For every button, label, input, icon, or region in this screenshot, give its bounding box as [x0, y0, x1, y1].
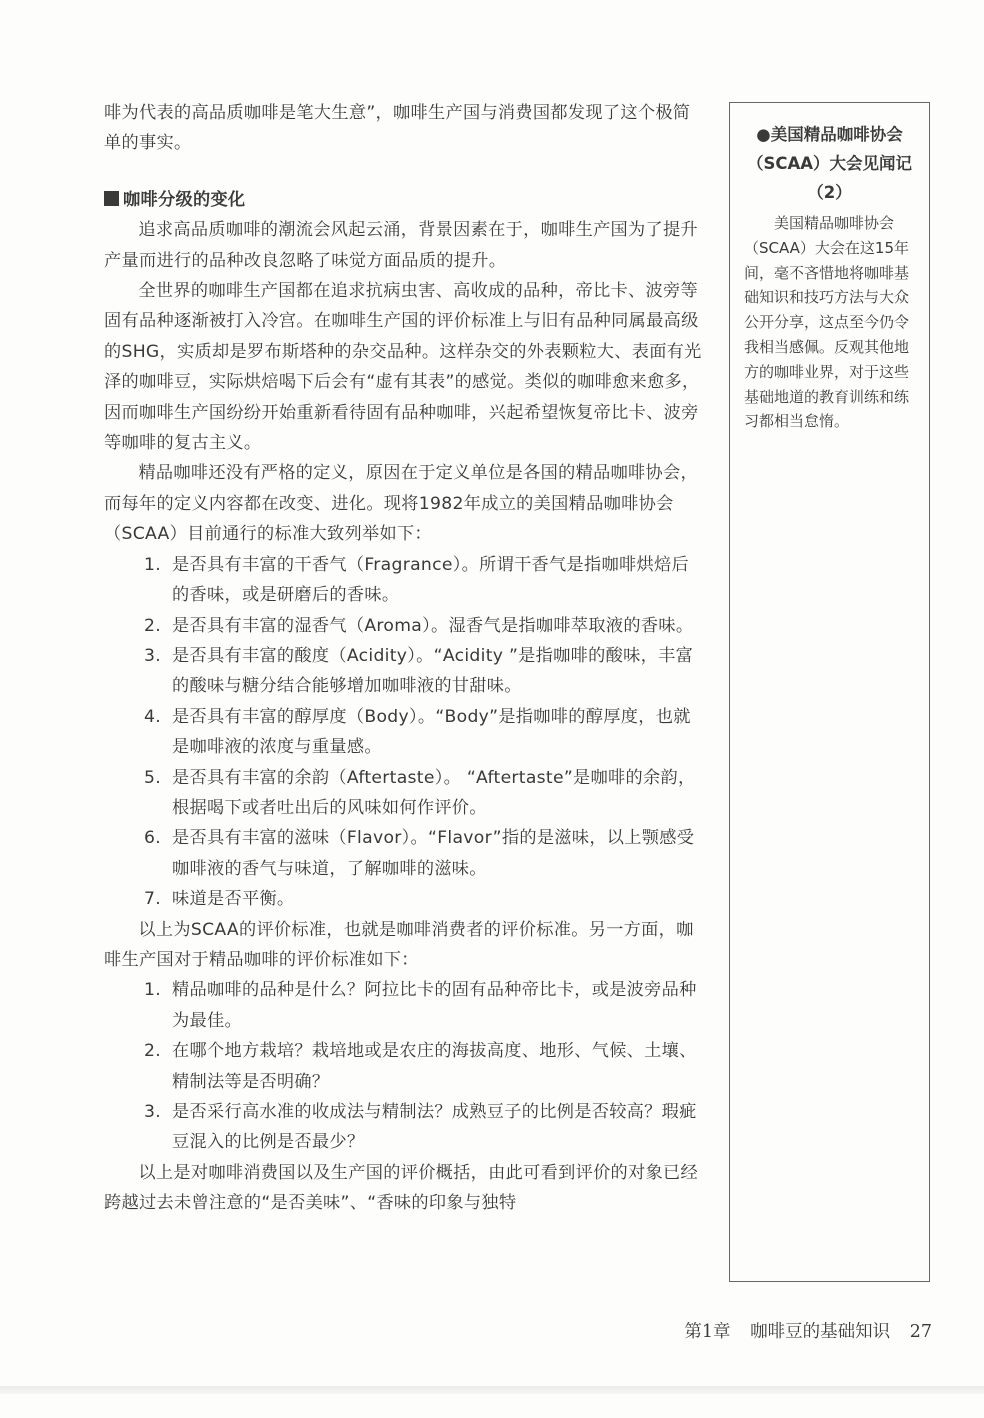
square-bullet-icon: [104, 191, 119, 206]
list-item: [104, 763, 704, 824]
sidebar-title-line: （2）: [807, 183, 852, 202]
list-item-text: 是否具有丰富的滋味（Flavor）。“Flavor”指的是滋味，以上颚感受咖啡液的香气与味道，了解咖啡的滋味。: [172, 828, 695, 879]
list-number: 3.: [144, 1102, 161, 1122]
list-number: 1.: [144, 554, 161, 575]
page-footer: [684, 1318, 932, 1343]
list-number: 2.: [144, 1041, 161, 1062]
paragraph: 以上为SCAA的评价标准，也就是咖啡消费者的评价标准。另一方面，咖啡生产国对于精品咖啡的评价标准如下：: [104, 919, 694, 970]
list-number: 1.: [144, 980, 161, 1001]
spacer: [104, 159, 704, 185]
sidebar-box: [729, 102, 930, 1282]
paragraph: 全世界的咖啡生产国都在追求抗病虫害、高收成的品种，帝比卡、波旁等固有品种逐渐被打入冷宫。在咖啡生产国的评价标准上与旧有品种同属最高级的SHG，实质却是罗布斯塔种的杂交品种。这样杂交的外表颗粒大、表面有光泽的咖啡豆，实际烘焙喝下后会有“虚有其表”的感觉。类似的咖啡愈来愈多，因而咖啡生产国纷纷开始重新看待固有品种咖啡，兴起希望恢复帝比卡、波旁等咖啡的复古主义。: [104, 281, 702, 454]
list-item: [104, 975, 704, 1036]
list-number: 4.: [144, 706, 161, 727]
list-item: [104, 1097, 704, 1158]
list-number: 7.: [144, 889, 161, 910]
chapter-title: 咖啡豆的基础知识: [750, 1322, 891, 1342]
list-item-text: 精品咖啡的品种是什么？阿拉比卡的固有品种帝比卡，或是波旁品种为最佳。: [172, 980, 697, 1031]
sidebar-body: 美国精品咖啡协会（SCAA）大会在这15年间，毫不吝惜地将咖啡基础知识和技巧方法与大众公开分享，这点至今仍令我相当感佩。反观其他地方的咖啡业界，对于这些基础地道的教育训练和练习都相当怠惰。: [744, 214, 910, 431]
section-heading: [104, 185, 704, 215]
list-number: 5.: [144, 767, 161, 788]
list-item-text: 是否采行高水准的收成法与精制法？成熟豆子的比例是否较高？瑕疵豆混入的比例是否最少？: [172, 1102, 697, 1153]
list-item-text: 是否具有丰富的醇厚度（Body）。“Body”是指咖啡的醇厚度，也就是咖啡液的浓度与重量感。: [172, 706, 691, 758]
list-item: [104, 550, 704, 611]
list-item-text: 是否具有丰富的酸度（Acidity）。“Acidity ”是指咖啡的酸味，丰富的酸味与糖分结合能够增加咖啡液的甘甜味。: [172, 645, 694, 697]
scan-edge: [0, 1386, 984, 1394]
sidebar-title-line: （SCAA）大会见闻记: [746, 154, 913, 173]
paragraph: 追求高品质咖啡的潮流会风起云涌，背景因素在于，咖啡生产国为了提升产量而进行的品种改良忽略了味觉方面品质的提升。: [104, 220, 698, 271]
list-item: [104, 823, 704, 884]
list-number: 6.: [144, 828, 161, 849]
list-item-text: 是否具有丰富的湿香气（Aroma）。湿香气是指咖啡萃取液的香味。: [172, 615, 694, 636]
page-number: 27: [909, 1322, 932, 1342]
sidebar-title-line: ●美国精品咖啡协会: [756, 125, 903, 144]
list-item: [104, 611, 704, 641]
list-item: [104, 884, 704, 914]
list-item: [104, 641, 704, 702]
list-number: 3.: [144, 645, 161, 666]
list-item-text: 是否具有丰富的干香气（Fragrance）。所谓干香气是指咖啡烘焙后的香味，或是研磨后的香味。: [172, 554, 689, 606]
list-item-text: 是否具有丰富的余韵（Aftertaste）。 “Aftertaste”是咖啡的余韵，根据喝下或者吐出后的风味如何作评价。: [172, 767, 696, 818]
producer-criteria-list: [104, 975, 704, 1157]
paragraph: 以上是对咖啡消费国以及生产国的评价概括，由此可看到评价的对象已经跨越过去未曾注意的“是否美味”、“香味的印象与独特: [104, 1162, 698, 1214]
scaa-criteria-list: [104, 550, 704, 915]
chapter-label: 第1章: [684, 1322, 731, 1342]
sidebar-title: [740, 120, 919, 207]
list-number: 2.: [144, 615, 161, 636]
main-text-column: [104, 98, 704, 1219]
list-item-text: 在哪个地方栽培？栽培地或是农庄的海拔高度、地形、气候、土壤、精制法等是否明确？: [172, 1041, 697, 1092]
list-item: [104, 702, 704, 763]
paragraph-intro: 啡为代表的高品质咖啡是笔大生意”，咖啡生产国与消费国都发现了这个极简单的事实。: [104, 103, 691, 154]
section-heading-text: 咖啡分级的变化: [123, 189, 246, 210]
list-item-text: 味道是否平衡。: [172, 889, 295, 910]
paragraph: 精品咖啡还没有严格的定义，原因在于定义单位是各国的精品咖啡协会，而每年的定义内容都在改变、进化。现将1982年成立的美国精品咖啡协会（SCAA）目前通行的标准大致列举如下：: [104, 463, 698, 545]
list-item: [104, 1036, 704, 1097]
